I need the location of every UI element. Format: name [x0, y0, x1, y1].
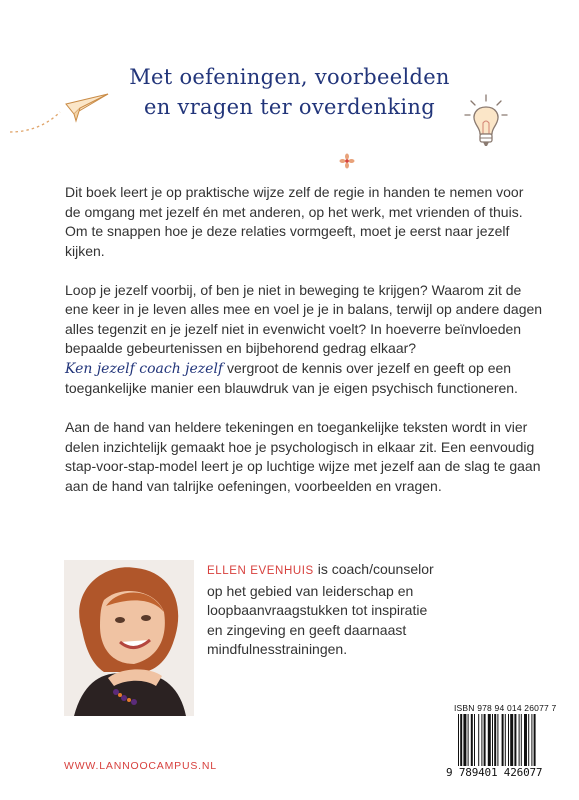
text-line: Loop je jezelf voorbij, of ben je niet in beweging te krijgen? Waarom zit de — [65, 281, 522, 298]
flower-icon — [339, 153, 355, 169]
publisher-website: WWW.LANNOOCAMPUS.NL — [64, 760, 217, 772]
blurb-paragraph-1 — [65, 183, 535, 261]
text-line: loopbaanvraagstukken tot inspiratie — [207, 602, 428, 619]
text-line: delen inzichtelijk gemaakt hoe je psychologisch in elkaar zit. Een eenvoudig — [65, 438, 535, 455]
author-photo — [64, 560, 194, 716]
text-fragment: vergroot de kennis over jezelf en geeft op een — [223, 359, 512, 376]
blurb — [65, 183, 543, 516]
text-line: Aan de hand van heldere tekeningen en toegankelijke teksten wordt in vier — [65, 419, 528, 435]
text-line: en zingeving en geeft daarnaast — [207, 621, 407, 638]
heading-line-2: en vragen ter overdenking — [144, 95, 435, 119]
author-bio — [207, 560, 467, 660]
text-line: Om te snappen hoe je deze relaties vormgeeft, moet je eerst naar jezelf — [65, 223, 510, 239]
text-line: aan de hand van talrijke oefeningen, voorbeelden en vragen. — [65, 477, 442, 494]
heading-line-1: Met oefeningen, voorbeelden — [129, 65, 450, 89]
text-line: stap-voor-stap-model leert je op luchtige wijze met jezelf aan de slag te gaan — [65, 458, 541, 474]
text-line — [65, 359, 535, 380]
text-line: Dit boek leert je op praktische wijze zelf de regie in handen te nemen voor — [65, 184, 524, 200]
text-line: mindfulnesstrainingen. — [207, 641, 348, 658]
lightbulb-icon — [463, 93, 509, 153]
text-fragment: is coach/counselor — [313, 561, 434, 577]
author-name: ELLEN EVENHUIS — [207, 565, 314, 577]
text-line: alles tegenzit en je jezelf niet in evenwicht voelt? In hoeverre beïnvloeden — [65, 320, 522, 337]
text-line: bepaalde gebeurtenissen en bijbehorend gedrag elkaar? — [65, 340, 417, 356]
text-line: toegankelijke manier een blauwdruk van je eigen psychisch functioneren. — [65, 380, 518, 396]
text-line — [207, 560, 467, 582]
isbn-label: ISBN 978 94 014 26077 7 — [454, 703, 557, 713]
blurb-paragraph-3 — [65, 418, 541, 496]
barcode-number: 9 789401 426077 — [446, 766, 543, 779]
text-line: op het gebied van leiderschap en — [207, 582, 414, 599]
text-line: ene keer in je leven alles mee en voel je je in balans, terwijl op andere dagen — [65, 301, 543, 317]
paper-plane-icon — [8, 88, 118, 138]
text-line: de omgang met jezelf én met anderen, op het werk, met vrienden of thuis. — [65, 203, 523, 220]
blurb-paragraph-2 — [65, 281, 543, 399]
book-title: Ken jezelf coach jezelf — [65, 360, 224, 377]
text-line: kijken. — [65, 242, 105, 259]
